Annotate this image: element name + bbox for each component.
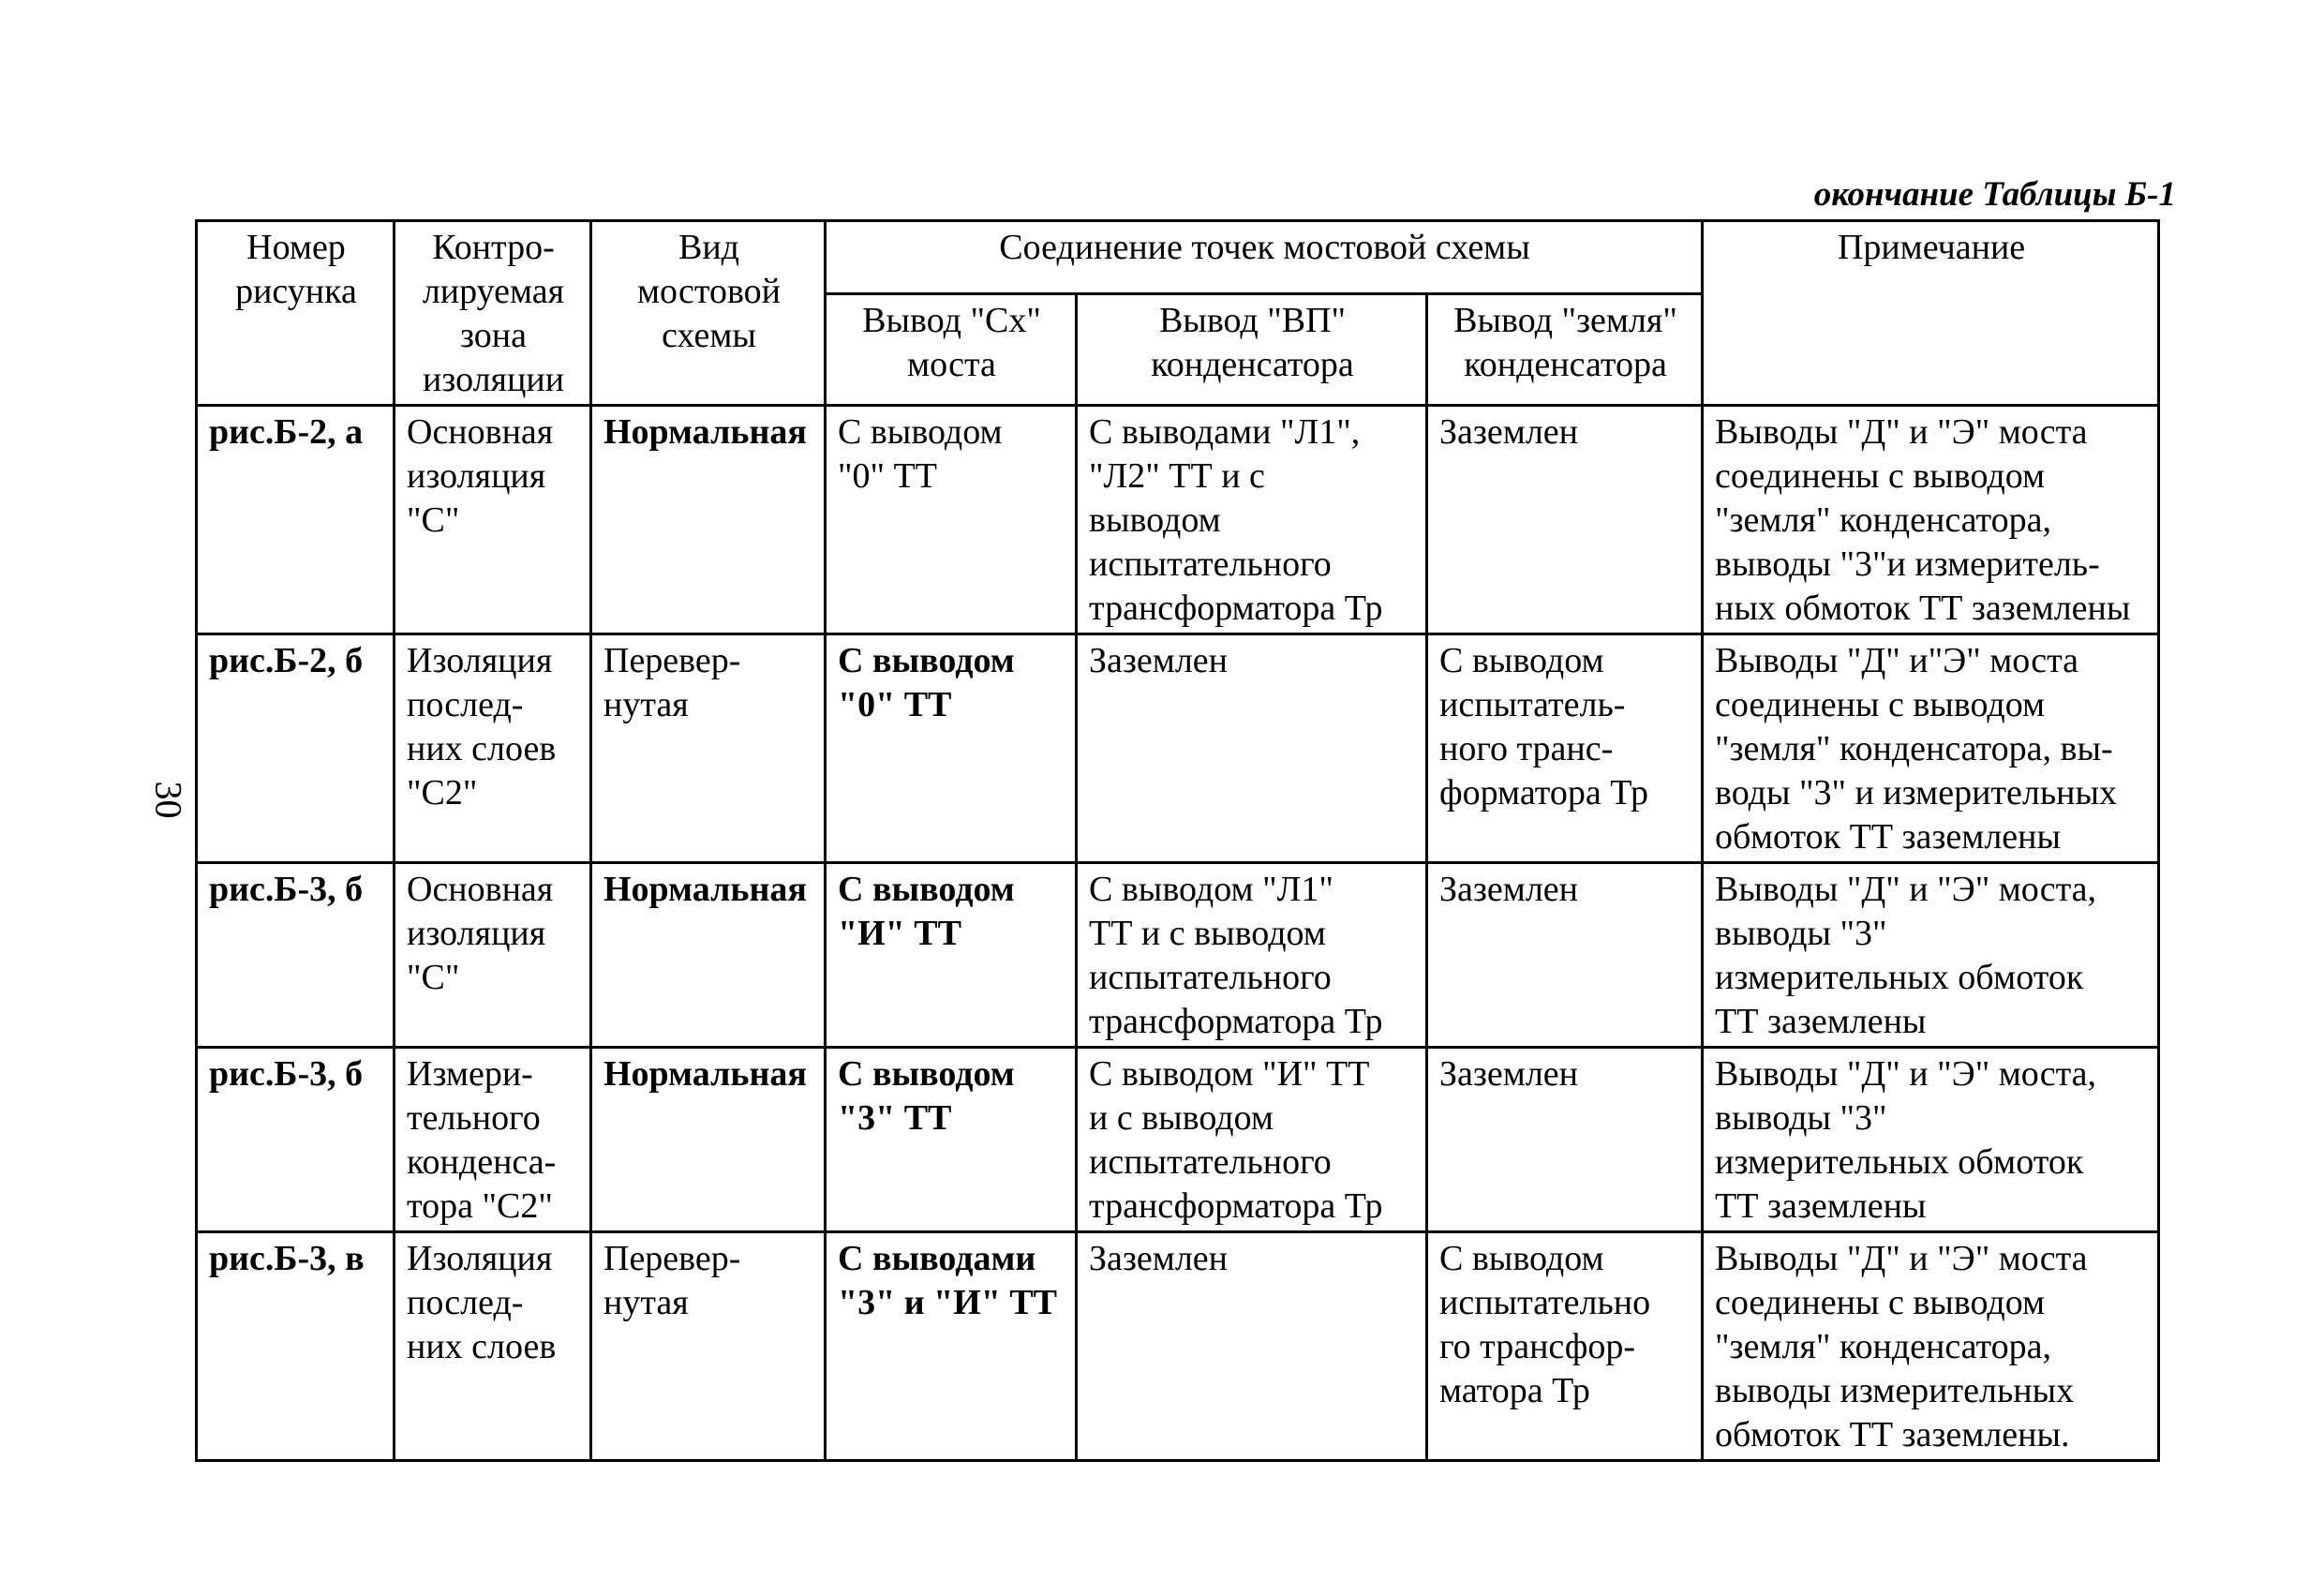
cell-scheme: Нормальная bbox=[591, 406, 826, 634]
cell-note: Выводы "Д" и "Э" моста, выводы "3" измерительных обмоток ТТ заземлены bbox=[1703, 1048, 2159, 1232]
header-vp-output: Вывод "ВП" конденсатора bbox=[1077, 293, 1427, 405]
cell-figure: рис.Б-3, б bbox=[197, 863, 395, 1048]
header-figure-number: Номер рисунка bbox=[197, 221, 395, 406]
page-number: 30 bbox=[147, 781, 190, 819]
cell-figure: рис.Б-3, б bbox=[197, 1048, 395, 1232]
header-note: Примечание bbox=[1703, 221, 2159, 406]
cell-note: Выводы "Д" и "Э" моста, выводы "3" измерительных обмоток ТТ заземлены bbox=[1703, 863, 2159, 1048]
table-row bbox=[197, 1048, 2159, 1232]
cell-figure: рис.Б-2, б bbox=[197, 634, 395, 863]
cell-ground: С выводом испытатель- ного транс- форматора Тр bbox=[1427, 634, 1703, 863]
cell-vp: С выводами "Л1", "Л2" ТТ и с выводом испытательного трансформатора Тр bbox=[1077, 406, 1427, 634]
cell-cx: С выводом "И" ТТ bbox=[826, 863, 1077, 1048]
cell-cx: С выводом "0" ТТ bbox=[826, 406, 1077, 634]
cell-figure: рис.Б-3, в bbox=[197, 1232, 395, 1461]
cell-vp: С выводом "И" ТТ и с выводом испытательного трансформатора Тр bbox=[1077, 1048, 1427, 1232]
cell-ground: Заземлен bbox=[1427, 1048, 1703, 1232]
cell-ground: Заземлен bbox=[1427, 863, 1703, 1048]
cell-scheme: Нормальная bbox=[591, 863, 826, 1048]
table-row bbox=[197, 863, 2159, 1048]
cell-scheme: Перевер- нутая bbox=[591, 634, 826, 863]
table-row bbox=[197, 406, 2159, 634]
cell-note: Выводы "Д" и "Э" моста соединены с выводом "земля" конденсатора, выводы "3"и измеритель- ных обмоток ТТ заземлены bbox=[1703, 406, 2159, 634]
cell-zone: Измери- тельного конденса- тора "С2" bbox=[395, 1048, 591, 1232]
table-caption: окончание Таблицы Б-1 bbox=[1813, 175, 2176, 214]
cell-figure: рис.Б-2, а bbox=[197, 406, 395, 634]
cell-ground: Заземлен bbox=[1427, 406, 1703, 634]
cell-zone: Основная изоляция "С" bbox=[395, 863, 591, 1048]
cell-ground: С выводом испытательно го трансфор- матора Тр bbox=[1427, 1232, 1703, 1461]
cell-cx: С выводом "3" ТТ bbox=[826, 1048, 1077, 1232]
cell-vp: Заземлен bbox=[1077, 634, 1427, 863]
cell-note: Выводы "Д" и "Э" моста соединены с выводом "земля" конденсатора, выводы измерительных обмоток ТТ заземлены. bbox=[1703, 1232, 2159, 1461]
header-connection-group: Соединение точек мостовой схемы bbox=[826, 221, 1703, 294]
cell-scheme: Нормальная bbox=[591, 1048, 826, 1232]
data-table bbox=[195, 219, 2160, 1462]
cell-cx: С выводами "3" и "И" ТТ bbox=[826, 1232, 1077, 1461]
cell-zone: Изоляция послед- них слоев "С2" bbox=[395, 634, 591, 863]
header-insulation-zone: Контро- лируемая зона изоляции bbox=[395, 221, 591, 406]
cell-zone: Изоляция послед- них слоев bbox=[395, 1232, 591, 1461]
cell-cx: С выводом "0" ТТ bbox=[826, 634, 1077, 863]
table-row bbox=[197, 1232, 2159, 1461]
header-row-1 bbox=[197, 221, 2159, 294]
cell-zone: Основная изоляция "С" bbox=[395, 406, 591, 634]
cell-vp: С выводом "Л1" ТТ и с выводом испытательного трансформатора Тр bbox=[1077, 863, 1427, 1048]
header-cx-output: Вывод "Сх" моста bbox=[826, 293, 1077, 405]
table-row bbox=[197, 634, 2159, 863]
cell-vp: Заземлен bbox=[1077, 1232, 1427, 1461]
cell-note: Выводы "Д" и"Э" моста соединены с выводом "земля" конденсатора, вы- воды "3" и измерительных обмоток ТТ заземлены bbox=[1703, 634, 2159, 863]
header-ground-output: Вывод "земля" конденсатора bbox=[1427, 293, 1703, 405]
header-bridge-type: Вид мостовой схемы bbox=[591, 221, 826, 406]
cell-scheme: Перевер- нутая bbox=[591, 1232, 826, 1461]
